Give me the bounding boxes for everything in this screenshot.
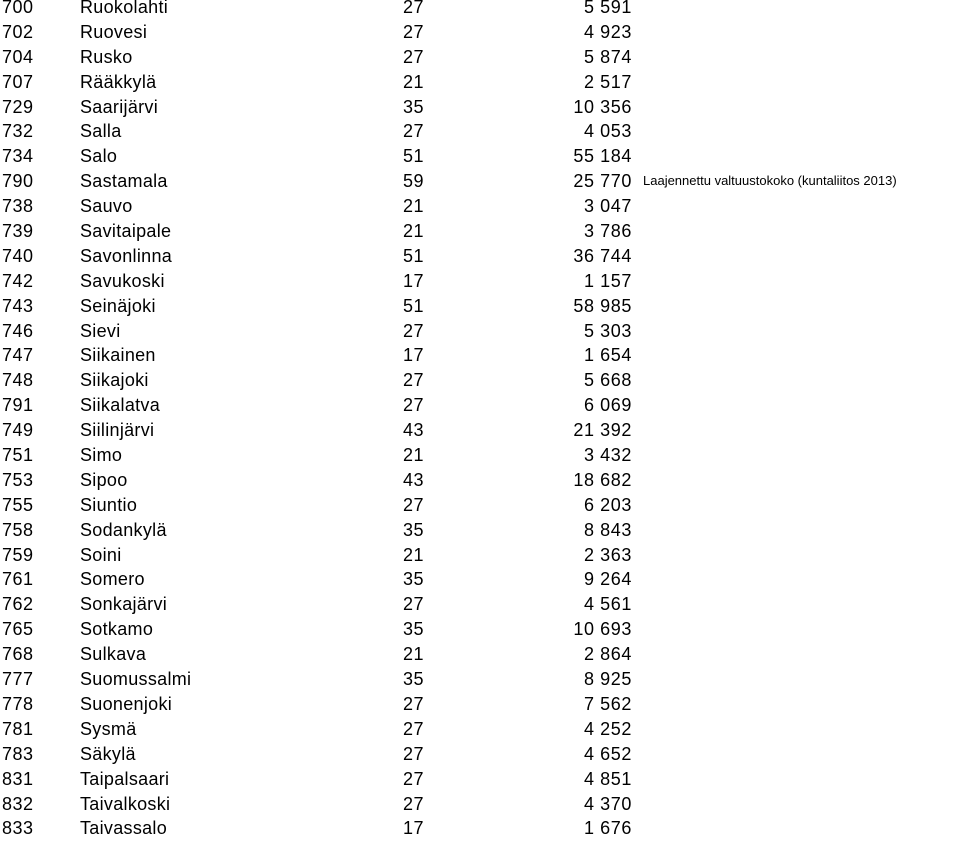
council-seats: 27 [403,395,425,416]
municipality-name: Somero [80,569,145,590]
municipality-code: 751 [2,445,34,466]
municipality-code: 790 [2,171,34,192]
population-value: 4 561 [583,594,632,615]
municipality-code: 777 [2,669,34,690]
population-value: 7 562 [583,693,632,714]
population-value: 8 843 [583,519,632,540]
municipality-code: 833 [2,818,34,839]
municipality-code: 734 [2,146,34,167]
table-row [0,144,960,169]
council-seats: 51 [403,146,425,167]
table-row [0,667,960,692]
council-seats: 21 [403,445,425,466]
municipality-name: Soini [80,544,122,565]
population-value: 1 676 [583,818,632,839]
population-value: 4 252 [583,718,632,739]
population-value: 5 591 [583,0,632,17]
municipality-code: 765 [2,619,34,640]
municipality-code: 746 [2,320,34,341]
municipality-code: 748 [2,370,34,391]
population-value: 18 682 [573,469,632,490]
table-row [0,119,960,144]
municipality-name: Salla [80,121,122,142]
council-seats: 43 [403,420,425,441]
council-seats: 35 [403,519,425,540]
council-seats: 21 [403,544,425,565]
table-row [0,244,960,269]
table-row [0,468,960,493]
council-seats: 27 [403,494,425,515]
population-value: 5 668 [583,370,632,391]
population-value: 9 264 [583,569,632,590]
municipality-name: Salo [80,146,118,167]
table-row [0,343,960,368]
table-row [0,518,960,543]
municipality-code: 707 [2,71,34,92]
municipality-code: 753 [2,469,34,490]
municipality-code: 759 [2,544,34,565]
municipality-name: Saarijärvi [80,96,159,117]
council-seats: 21 [403,196,425,217]
municipality-name: Taivassalo [80,818,168,839]
population-value: 3 786 [583,221,632,242]
council-seats: 35 [403,569,425,590]
table-row [0,617,960,642]
population-value: 58 985 [573,295,632,316]
council-seats: 43 [403,469,425,490]
council-seats: 27 [403,693,425,714]
table-row [0,269,960,294]
municipality-code: 742 [2,270,34,291]
municipality-code: 743 [2,295,34,316]
row-note: Laajennettu valtuustokoko (kuntaliitos 2013) [643,173,897,189]
municipality-name: Siikainen [80,345,156,366]
table-row [0,169,960,194]
population-value: 2 517 [583,71,632,92]
council-seats: 51 [403,245,425,266]
municipality-code: 831 [2,768,34,789]
table-row [0,95,960,120]
municipality-name: Savukoski [80,270,165,291]
population-value: 4 370 [583,793,632,814]
municipality-code: 740 [2,245,34,266]
municipality-name: Siuntio [80,494,138,515]
municipality-name: Suonenjoki [80,693,173,714]
council-seats: 27 [403,46,425,67]
municipality-name: Sipoo [80,469,128,490]
population-value: 8 925 [583,669,632,690]
population-value: 5 303 [583,320,632,341]
municipality-code: 832 [2,793,34,814]
municipality-name: Taivalkoski [80,793,171,814]
population-value: 6 069 [583,395,632,416]
council-seats: 35 [403,96,425,117]
municipality-code: 704 [2,46,34,67]
municipality-name: Säkylä [80,743,136,764]
council-seats: 27 [403,370,425,391]
population-value: 55 184 [573,146,632,167]
municipality-code: 768 [2,644,34,665]
table-row [0,418,960,443]
council-seats: 27 [403,718,425,739]
council-seats: 27 [403,743,425,764]
population-value: 10 693 [573,619,632,640]
council-seats: 59 [403,171,425,192]
council-seats: 27 [403,0,425,17]
table-row [0,70,960,95]
municipality-name: Seinäjoki [80,295,156,316]
population-value: 4 652 [583,743,632,764]
population-value: 5 874 [583,46,632,67]
municipality-code: 791 [2,395,34,416]
municipality-name: Suomussalmi [80,669,192,690]
council-seats: 27 [403,793,425,814]
population-value: 36 744 [573,245,632,266]
population-value: 3 432 [583,445,632,466]
municipality-code: 761 [2,569,34,590]
municipality-code: 762 [2,594,34,615]
table-row [0,642,960,667]
council-seats: 35 [403,669,425,690]
municipality-code: 738 [2,196,34,217]
table-row [0,692,960,717]
council-seats: 21 [403,71,425,92]
council-seats: 17 [403,270,425,291]
council-seats: 51 [403,295,425,316]
municipality-name: Simo [80,445,123,466]
population-value: 1 654 [583,345,632,366]
municipality-name: Sysmä [80,718,137,739]
population-value: 6 203 [583,494,632,515]
council-seats: 27 [403,121,425,142]
table-row [0,294,960,319]
table-row [0,368,960,393]
table-row [0,792,960,817]
council-seats: 35 [403,619,425,640]
municipality-name: Siikajoki [80,370,149,391]
population-value: 3 047 [583,196,632,217]
table-row [0,567,960,592]
municipality-name: Sastamala [80,171,168,192]
municipality-code: 749 [2,420,34,441]
municipality-name: Sauvo [80,196,133,217]
municipality-code: 747 [2,345,34,366]
table-row [0,319,960,344]
municipality-name: Sievi [80,320,121,341]
municipality-name: Sonkajärvi [80,594,168,615]
council-seats: 17 [403,818,425,839]
municipality-name: Savitaipale [80,221,172,242]
municipality-name: Sulkava [80,644,147,665]
population-value: 4 923 [583,21,632,42]
municipality-name: Ruokolahti [80,0,169,17]
council-seats: 21 [403,644,425,665]
municipality-name: Rääkkylä [80,71,157,92]
table-row [0,717,960,742]
municipality-code: 781 [2,718,34,739]
municipality-code: 739 [2,221,34,242]
population-value: 21 392 [573,420,632,441]
municipality-name: Rusko [80,46,133,67]
municipality-code: 729 [2,96,34,117]
municipality-name: Sodankylä [80,519,167,540]
population-value: 4 053 [583,121,632,142]
table-row [0,443,960,468]
municipality-name: Siikalatva [80,395,161,416]
municipality-code: 783 [2,743,34,764]
table-row [0,0,960,20]
council-seats: 27 [403,21,425,42]
population-value: 2 864 [583,644,632,665]
table-row [0,219,960,244]
table-row [0,592,960,617]
municipality-code: 778 [2,693,34,714]
table-row [0,45,960,70]
table-row [0,194,960,219]
municipality-code: 702 [2,21,34,42]
table-row [0,816,960,841]
table-row [0,543,960,568]
table-row [0,493,960,518]
table-row [0,742,960,767]
municipality-name: Savonlinna [80,245,173,266]
council-seats: 17 [403,345,425,366]
council-seats: 21 [403,221,425,242]
table-row [0,393,960,418]
council-seats: 27 [403,768,425,789]
population-value: 10 356 [573,96,632,117]
council-seats: 27 [403,594,425,615]
municipality-name: Ruovesi [80,21,148,42]
municipality-code: 700 [2,0,34,17]
population-value: 25 770 [573,171,632,192]
population-value: 4 851 [583,768,632,789]
municipality-code: 732 [2,121,34,142]
municipality-name: Taipalsaari [80,768,170,789]
municipality-name: Sotkamo [80,619,154,640]
population-value: 1 157 [583,270,632,291]
table-row [0,767,960,792]
population-value: 2 363 [583,544,632,565]
municipality-name: Siilinjärvi [80,420,155,441]
council-seats: 27 [403,320,425,341]
municipality-code: 755 [2,494,34,515]
municipality-code: 758 [2,519,34,540]
table-row [0,20,960,45]
